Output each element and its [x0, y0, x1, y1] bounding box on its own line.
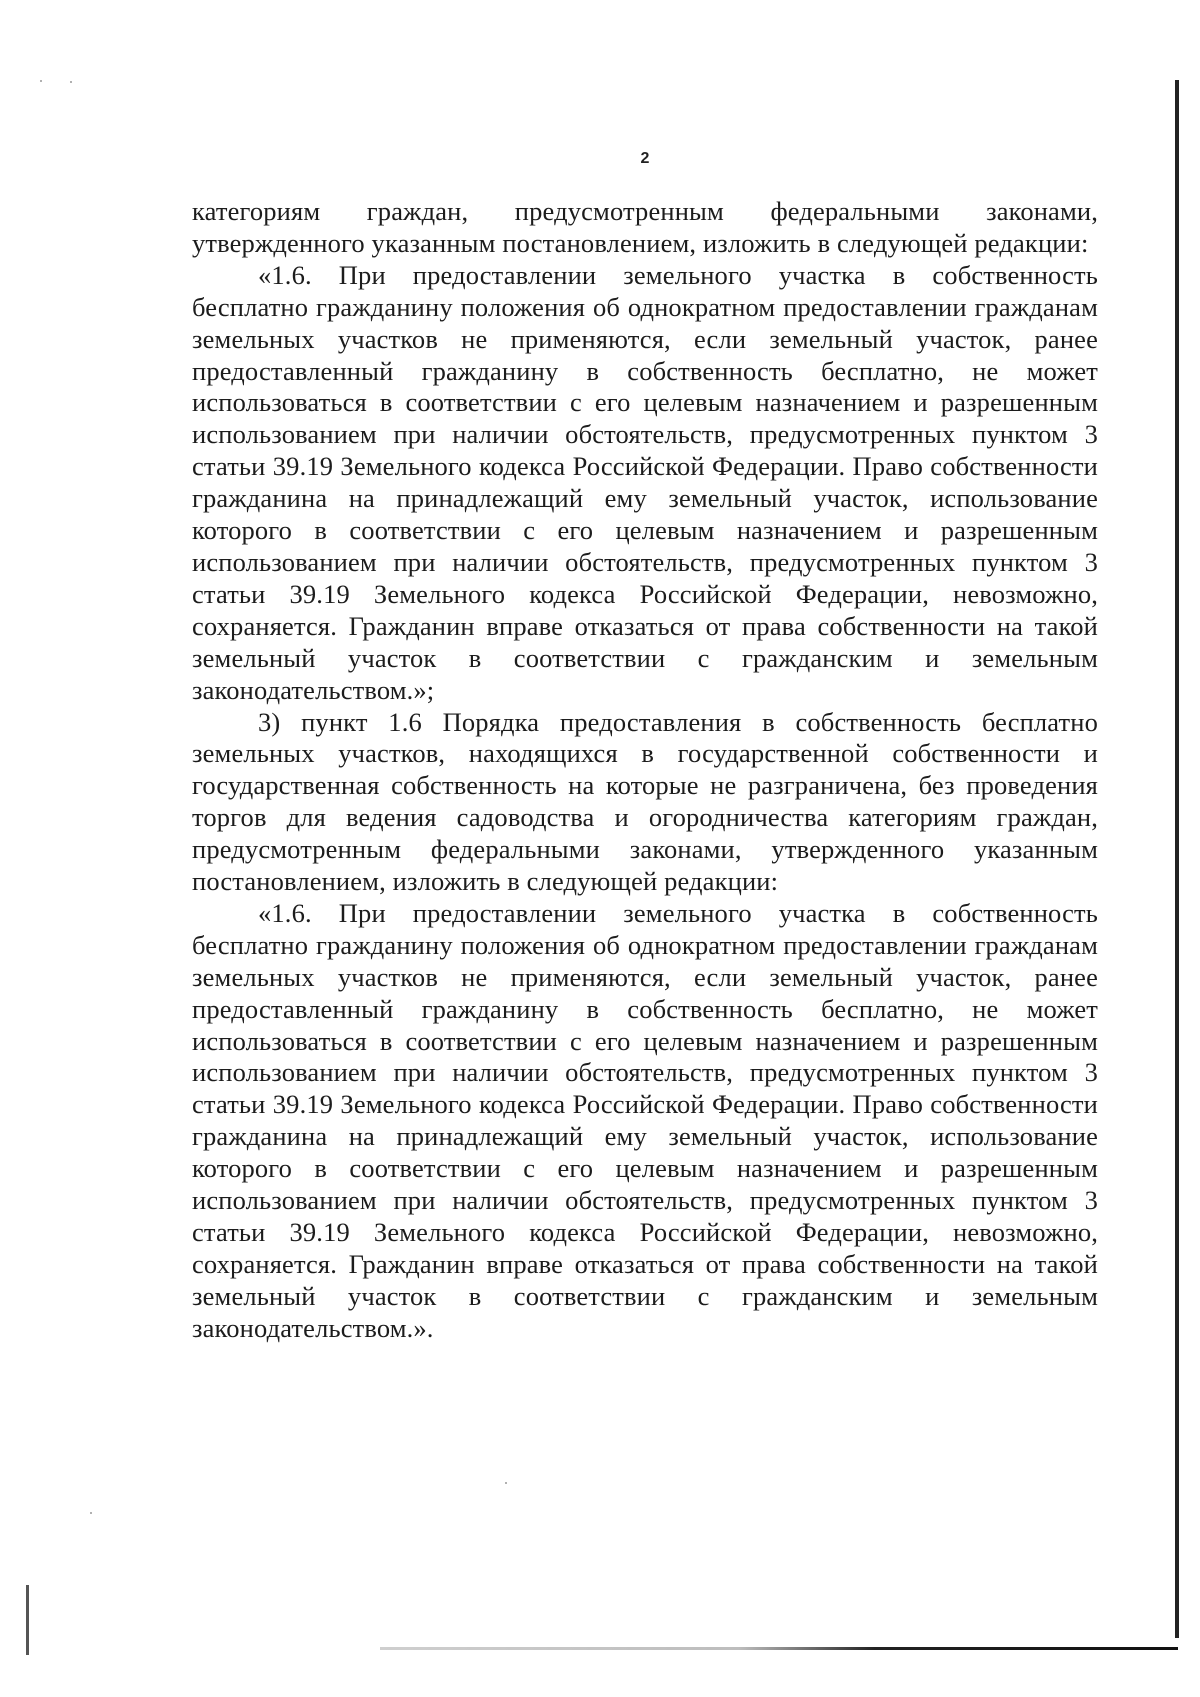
paragraph-continuation: категориям граждан, предусмотренным федеральными законами, утвержденного указанным постановлением, изложить в следующей редакции:	[192, 196, 1098, 258]
scan-edge-bottom	[380, 1647, 1178, 1650]
scan-speck	[40, 80, 42, 82]
scan-edge-left	[26, 1585, 29, 1655]
scan-speck	[90, 1512, 92, 1514]
scan-speck	[70, 81, 72, 83]
scan-edge-right	[1175, 80, 1179, 1638]
paragraph-item-3: 3) пункт 1.6 Порядка предоставления в собственность бесплатно земельных участков, находящихся в государственной собственности и государственная собственность на которые не разграничена, без проведения торгов для ведения садоводства и огородничества категориям граждан, предусмотренным федеральными законами, утвержденного указанным постановлением, изложить в следующей редакции:	[192, 706, 1098, 897]
page-number: 2	[640, 150, 650, 167]
paragraph-quote-1-6-second: «1.6. При предоставлении земельного участка в собственность бесплатно гражданину положения об однократном предоставлении гражданам земельных участков не применяются, если земельный участок, ранее предоставленный гражданину в собственность бесплатно, не может использоваться в соответствии с его целевым назначением и разрешенным использованием при наличии обстоятельств, предусмотренных пунктом 3 статьи 39.19 Земельного кодекса Российской Федерации. Право собственности гражданина на принадлежащий ему земельный участок, использование которого в соответствии с его целевым назначением и разрешенным использованием при наличии обстоятельств, предусмотренных пунктом 3 статьи 39.19 Земельного кодекса Российской Федерации, невозможно, сохраняется. Гражданин вправе отказаться от права собственности на такой земельный участок в соответствии с гражданским и земельным законодательством.».	[192, 897, 1098, 1343]
scan-speck	[505, 1482, 507, 1484]
document-body	[192, 196, 1098, 1345]
paragraph-quote-1-6: «1.6. При предоставлении земельного участка в собственность бесплатно гражданину положения об однократном предоставлении гражданам земельных участков не применяются, если земельный участок, ранее предоставленный гражданину в собственность бесплатно, не может использоваться в соответствии с его целевым назначением и разрешенным использованием при наличии обстоятельств, предусмотренных пунктом 3 статьи 39.19 Земельного кодекса Российской Федерации. Право собственности гражданина на принадлежащий ему земельный участок, использование которого в соответствии с его целевым назначением и разрешенным использованием при наличии обстоятельств, предусмотренных пунктом 3 статьи 39.19 Земельного кодекса Российской Федерации, невозможно, сохраняется. Гражданин вправе отказаться от права собственности на такой земельный участок в соответствии с гражданским и земельным законодательством.»;	[192, 259, 1098, 705]
